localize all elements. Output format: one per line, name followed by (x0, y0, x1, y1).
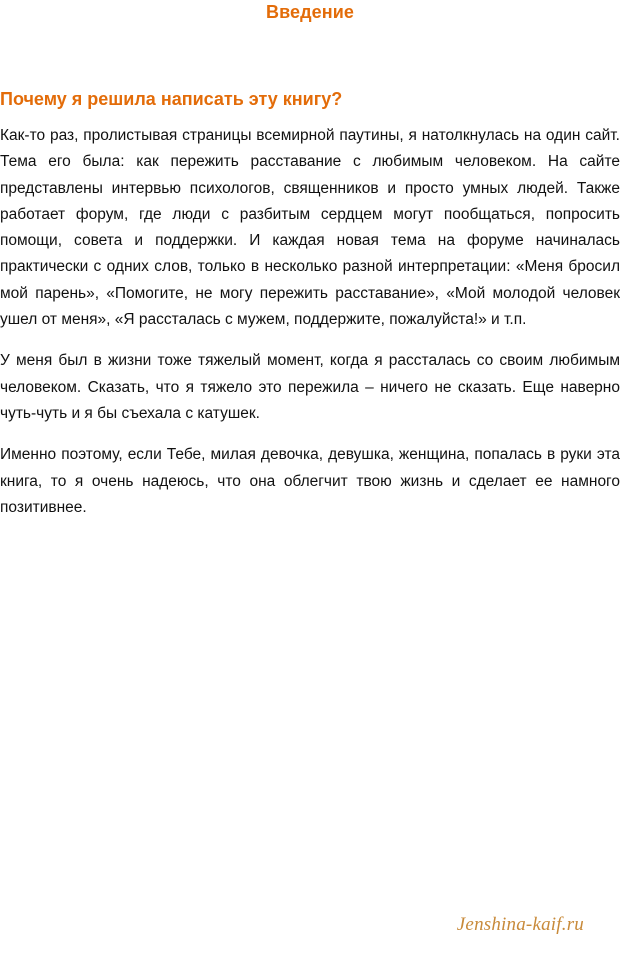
section-heading: Почему я решила написать эту книгу? (0, 89, 343, 109)
body-text (0, 123, 620, 536)
paragraph-1: Как-то раз, пролистывая страницы всемирной паутины, я натолкнулась на один сайт. Тема его была: как пережить расставание с любимым человеком. На сайте представлены интервью психологов, священников и просто умных людей. Также работает форум, где люди с разбитым сердцем могут пообщаться, попросить помощи, совета и поддержки. И каждая новая тема на форуме начиналась практически с одних слов, только в несколько разной интерпретации: «Меня бросил мой парень», «Помогите, не могу пережить расставание», «Мой молодой человек ушел от меня», «Я рассталась с мужем, поддержите, пожалуйста!» и т.п. (0, 127, 620, 329)
chapter-title: Введение (265, 2, 355, 22)
paragraph-3: Именно поэтому, если Тебе, милая девочка, девушка, женщина, попалась в руки эта книга, то я очень надеюсь, что она облегчит твою жизнь и сделает ее намного позитивнее. (0, 446, 620, 516)
site-watermark: Jenshina-kaif.ru (456, 914, 584, 935)
paragraph-2: У меня был в жизни тоже тяжелый момент, когда я рассталась со своим любимым человеком. Сказать, что я тяжело это пережила – ничего не сказать. Еще наверно чуть-чуть и я бы съехала с катушек. (0, 352, 620, 422)
